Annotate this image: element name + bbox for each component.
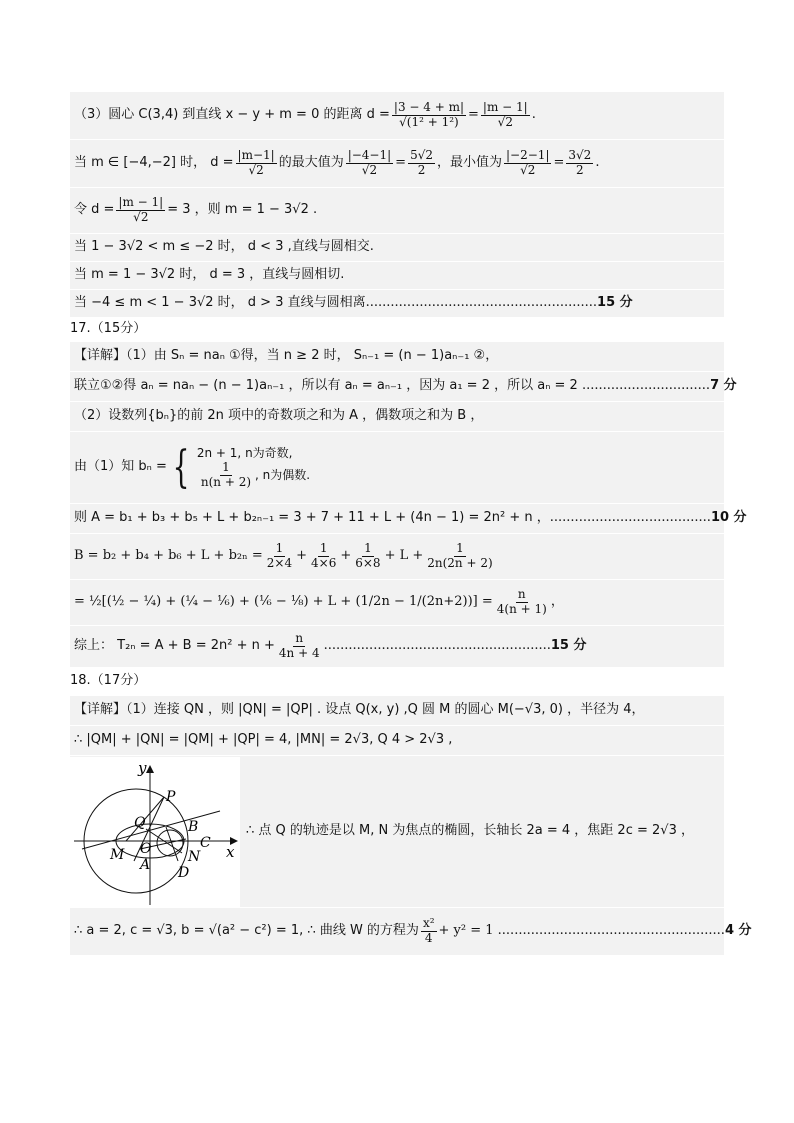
fraction <box>353 542 382 571</box>
numerator: 1 <box>275 541 284 556</box>
fraction <box>421 917 437 946</box>
text: 的最大值为 <box>278 155 344 171</box>
text: + y² = 1 . <box>438 923 502 939</box>
numerator: 1 <box>222 459 230 474</box>
denominator: √2 <box>248 163 264 177</box>
text: 令 d = <box>74 202 115 218</box>
label-b: B <box>188 818 199 835</box>
label-m: M <box>110 846 125 863</box>
leader-dots: ....................................... <box>549 510 711 526</box>
score-label: 15 分 <box>597 295 633 311</box>
leader-dots: ...................................................... <box>501 923 725 939</box>
text: + <box>340 548 352 564</box>
fraction <box>392 101 466 130</box>
part3-line-1 <box>70 92 724 140</box>
label-x: x <box>226 842 235 861</box>
text: 当 −4 ≤ m < 1 − 3√2 时， d > 3 直线与圆相离 <box>74 295 366 311</box>
q17-line-4 <box>70 432 724 504</box>
q17-line-7 <box>70 580 724 626</box>
leader-dots: .............................. <box>586 378 711 394</box>
denominator: √2 <box>497 115 513 129</box>
denominator: 2×4 <box>266 556 293 570</box>
numerator: |m − 1| <box>482 100 528 115</box>
case-2 <box>197 461 310 490</box>
label-c: C <box>200 834 211 851</box>
question-number: 17.（15分） <box>70 321 147 337</box>
fraction <box>425 542 494 571</box>
denominator: 2n(2n + 2) <box>427 556 493 570</box>
question-number: 18.（17分） <box>70 673 147 689</box>
q18-line-2 <box>70 726 724 756</box>
text: . <box>595 155 600 171</box>
text: 联立①②得 aₙ = naₙ − (n − 1)aₙ₋₁ ，所以有 aₙ = aₙ₋₁ ，因为 a₁ = 2 ，所以 aₙ = 2 . <box>74 378 587 394</box>
numerator: n <box>517 587 526 602</box>
text: = <box>395 155 407 171</box>
part3-line-5 <box>70 262 724 290</box>
denominator: 2 <box>417 163 426 177</box>
score-label: 4 分 <box>724 923 752 939</box>
text: （2）设数列{bₙ}的前 2n 项中的奇数项之和为 A ，偶数项之和为 B ， <box>74 408 484 424</box>
text: . <box>531 107 536 123</box>
numerator: |m − 1| <box>118 195 164 210</box>
denominator: 4×6 <box>311 556 337 570</box>
text: = ½[(½ − ¼) + (¼ − ⅙) + (⅙ − ⅛) + L + (1/2n − 1/(2n+2))] = <box>74 594 493 610</box>
numerator: |m−1| <box>237 148 275 163</box>
geometry-figure <box>70 757 240 907</box>
part3-block <box>70 92 724 318</box>
denominator: 4 <box>424 931 433 945</box>
text: . <box>323 638 328 654</box>
leader-dots: ...................................................... <box>327 638 551 654</box>
fraction <box>481 101 530 130</box>
denominator: 4n + 4 <box>278 646 320 660</box>
denominator: √2 <box>520 163 536 177</box>
text: 【详解】（1）连接 QN ，则 |QN| = |QP| . 设点 Q(x, y) ,Q 圆 M 的圆心 M(−√3, 0) ，半径为 4， <box>74 702 645 718</box>
q18-block <box>70 696 752 956</box>
q17-line-5 <box>70 504 747 534</box>
part3-line-2 <box>70 140 724 188</box>
text: 则 A = b₁ + b₃ + b₅ + L + b₂ₙ₋₁ = 3 + 7 + 11 + L + (4n − 1) = 2n² + n ， <box>74 510 550 526</box>
text: ∴ a = 2, c = √3, b = √(a² − c²) = 1, ∴ 曲线 W 的方程为 <box>74 923 419 939</box>
text: = 3 ，则 m = 1 − 3√2 . <box>167 202 318 218</box>
text: ，最小值为 <box>437 155 503 171</box>
part3-line-4 <box>70 234 724 262</box>
part3-line-3 <box>70 188 724 234</box>
numerator: n <box>295 631 304 646</box>
text: 【详解】（1）由 Sₙ = naₙ ①得，当 n ≥ 2 时， Sₙ₋₁ = (n − 1)aₙ₋₁ ②， <box>74 348 499 364</box>
label-a: A <box>140 856 151 873</box>
label-d: D <box>178 864 190 881</box>
denominator: √(1² + 1²) <box>399 115 459 129</box>
q17-block <box>70 342 747 668</box>
denominator: 2 <box>576 163 584 177</box>
text: ， <box>550 594 564 610</box>
q17-line-1 <box>70 342 724 372</box>
numerator: |3 − 4 + m| <box>393 100 465 115</box>
denominator: 6×8 <box>355 556 381 570</box>
q18-figure-row <box>70 756 724 908</box>
fraction <box>504 149 551 178</box>
numerator: 3√2 <box>568 148 592 163</box>
part3-line-6 <box>70 290 724 318</box>
denominator: √2 <box>133 210 149 224</box>
denominator: 4(n + 1) <box>496 602 547 616</box>
score-label: 15 分 <box>550 638 587 654</box>
q17-heading <box>70 318 724 342</box>
text: = <box>468 107 479 123</box>
label-q: Q <box>134 814 146 831</box>
fraction <box>566 149 593 178</box>
fraction <box>408 149 435 178</box>
text: B = b₂ + b₄ + b₆ + L + b₂ₙ = <box>74 548 263 564</box>
numerator: x² <box>422 916 435 931</box>
numerator: 5√2 <box>410 148 433 163</box>
q17-line-2 <box>70 372 737 402</box>
text: , n为偶数. <box>255 467 311 482</box>
cases <box>197 446 310 490</box>
text: 综上： T₂ₙ = A + B = 2n² + n + <box>74 638 275 654</box>
denominator: n(n + 2) <box>200 474 252 489</box>
numerator: 1 <box>364 541 372 556</box>
numerator: 1 <box>456 541 464 556</box>
fraction <box>309 542 338 571</box>
text: 当 m ∈ [−4,−2] 时， d = <box>74 155 234 171</box>
text: 由（1）知 bₙ = <box>74 459 167 475</box>
q17-line-6 <box>70 534 724 580</box>
text: ∴ |QM| + |QN| = |QM| + |QP| = 4, |MN| = 2√3, Q 4 > 2√3 , <box>74 732 453 748</box>
label-y: y <box>138 758 147 777</box>
text: 当 m = 1 − 3√2 时， d = 3 ，直线与圆相切. <box>74 267 345 283</box>
score-label: 7 分 <box>710 378 737 394</box>
piecewise <box>167 441 311 493</box>
q18-line-1 <box>70 696 724 726</box>
fraction <box>236 149 277 178</box>
q18-line-4 <box>70 908 752 956</box>
text: ∴ 点 Q 的轨迹是以 M, N 为焦点的椭圆，长轴长 2a = 4 ，焦距 2c = 2√3 ， <box>246 823 694 839</box>
text: （3）圆心 C(3,4) 到直线 x − y + m = 0 的距离 d = <box>74 107 390 123</box>
fraction <box>265 542 294 571</box>
numerator: |−4−1| <box>347 148 392 163</box>
label-n: N <box>188 848 201 865</box>
figure-background <box>70 757 240 907</box>
numerator: |−2−1| <box>506 148 550 163</box>
denominator: √2 <box>361 163 378 177</box>
fraction <box>199 461 253 490</box>
fraction <box>116 196 165 225</box>
label-p: P <box>166 788 176 805</box>
numerator: 1 <box>319 541 328 556</box>
text: = <box>553 155 565 171</box>
fraction <box>346 149 393 178</box>
text: + <box>296 548 307 564</box>
q17-line-3 <box>70 402 724 432</box>
q17-line-8 <box>70 626 724 668</box>
leader-dots: ........................................................ <box>365 295 598 311</box>
fraction <box>495 588 549 617</box>
text: 当 1 − 3√2 < m ≤ −2 时， d < 3 ,直线与圆相交. <box>74 239 374 255</box>
document-page <box>70 92 752 956</box>
brace-glyph: { <box>172 441 190 493</box>
fraction <box>277 632 322 661</box>
case-1: 2n + 1, n为奇数, <box>196 445 293 460</box>
q18-heading <box>70 668 724 696</box>
label-o: O <box>140 840 152 857</box>
text: + L + <box>384 548 424 564</box>
score-label: 10 分 <box>710 510 747 526</box>
